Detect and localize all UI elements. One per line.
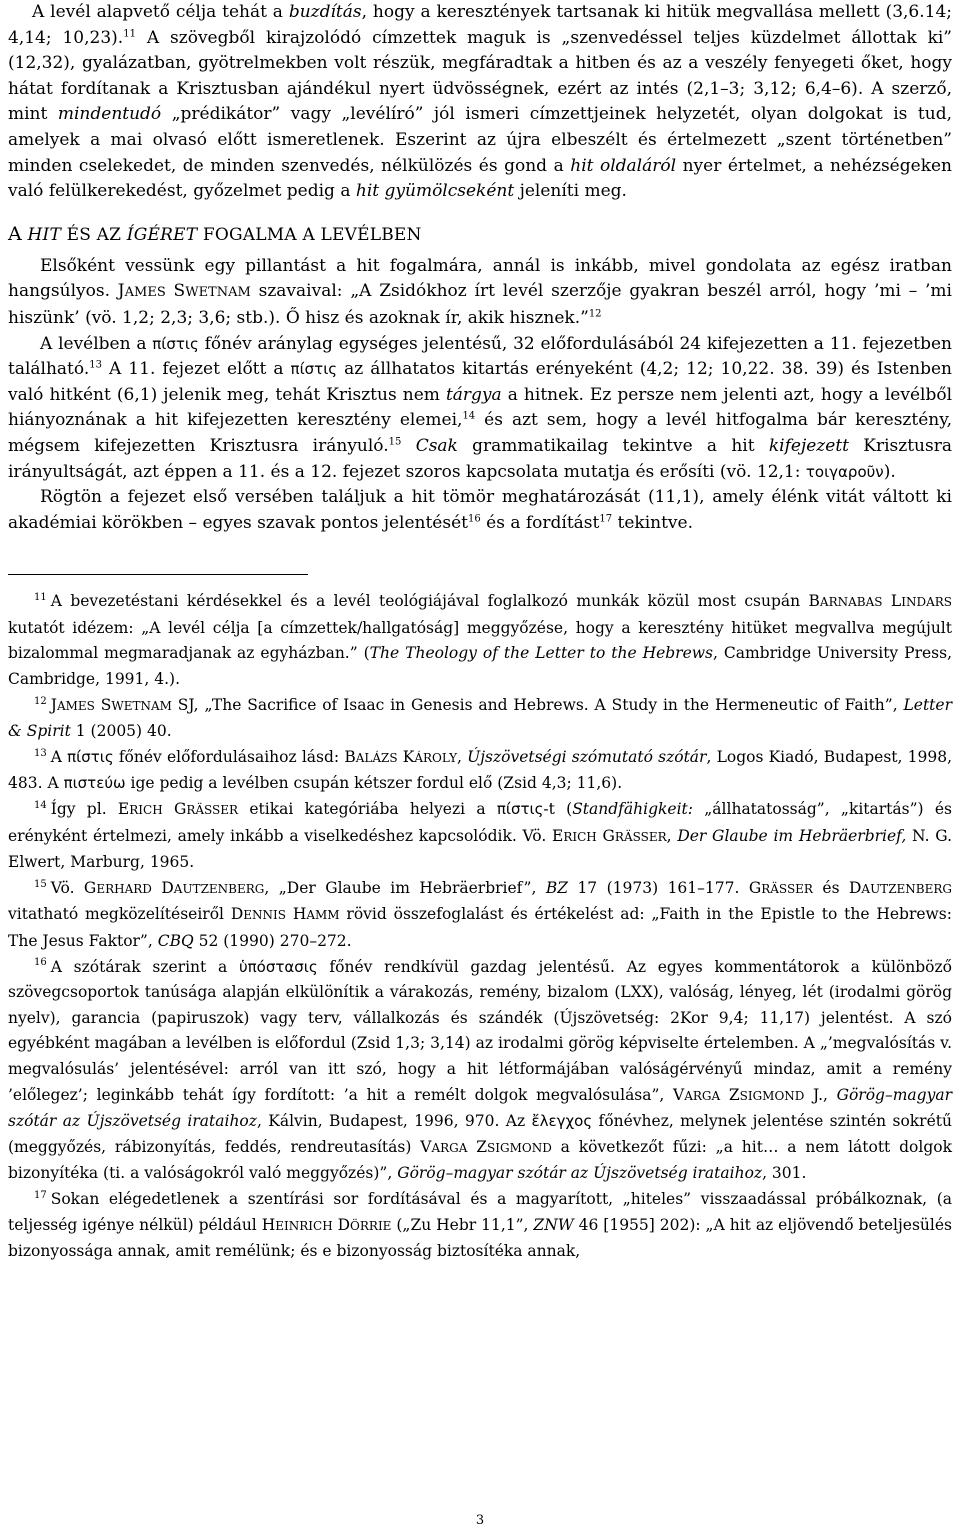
- footnote-ref-15: 15: [388, 436, 402, 448]
- paragraph-faith-concept: Elsőként vessünk egy pillantást a hit fogalmára, annál is inkább, mivel gondolata az egész iratban hangsúlyos. JAMES SWETNAM szavaival: „A Zsidókhoz írt levél szerzője gyakran beszél arról, hogy ’mi – ’mi hiszünk’ (vö. 1,2; 2,3; 3,6; stb.). Ő hisz és azoknak ír, akik hisznek.”$^{12}$: [8, 255, 952, 328]
- footnote-15: $^{15}$ Vö. GERHARD DAUTZENBERG, „Der Glaube im Hebräerbrief”, BZ 17 (1973) 161–177. GRÄSSER és DAUTZENBERG vitatható megközelítéseiről DENNIS HAMM rövid összefoglalást és értékelést ad: „Faith in the Epistle to the Hebrews: The Jesus Faktor”, CBQ 52 (1990) 270–272.: [8, 878, 952, 950]
- footnote-14: $^{14}$ Így pl. ERICH GRÄSSER etikai kategóriába helyezi a πίστις-t (Standfähigkeit: „állhatatosság”, „kitartás”) és erényként értelmezi, amely inkább a viselkedéshez kapcsolódik. Vö. ERICH GRÄSSER, Der Glaube im Hebräerbrief, N. G. Elwert, Marburg, 1965.: [8, 799, 952, 872]
- footnote-ref-16: 16: [468, 513, 481, 525]
- footnote-17: $^{17}$ Sokan elégedetlenek a szentírási sor fordításával és a magyarított, „hiteles” visszaadással próbálkoznak, (a teljesség igénye nélkül) például HEINRICH DÖRRIE („Zu Hebr 11,1”, ZNW 46 [1955] 202): „A hit az eljövendő beteljesülés bizonyossága annak, amit remélünk; és e bizonyosság biztosítéka annak,: [8, 1189, 952, 1261]
- author-name: JAMES SWETNAM: [117, 281, 251, 302]
- paragraph-definition: Rögtön a fejezet első versében találjuk a hit tömör meghatározását (11,1), amely élénk vitát váltott ki akadémiai körökben – egyes szavak pontos jelentését$^{16}$ és a fordítást$^{17}$ tekintve.: [8, 487, 952, 533]
- paragraph-pistis: A levélben a πίστις főnév aránylag egységes jelentésű, 32 előfordulásából 24 kifejezetten a 11. fejezetben található.$^{13}$ A 11. fejezet előtt a πίστις az állhatatos kitartás erényeként (4,2; 12; 10,22. 38. 39) és Istenben való hitként (6,1) jelenik meg, tehát Krisztus nem tárgya a hitnek. Ez persze nem jelenti azt, hogy a levélből hiányoznának a hit kifejezetten keresztény elemei,$^{14}$ és azt sem, hogy a levél hitfogalma bár keresztény, mégsem kifejezetten Krisztusra irányuló.$^{15}$ Csak grammatikailag tekintve a hit kifejezett Krisztusra irányultságát, azt éppen a 11. és a 12. fejezet szoros kapcsolata mutatja és erősíti (vö. 12,1: τοιγαροῦν).: [8, 333, 953, 482]
- footnote-ref-17: 17: [599, 513, 613, 525]
- page-number: 3: [475, 1513, 485, 1528]
- footnote-16: $^{16}$ A szótárak szerint a ὑπόστασις főnév rendkívül gazdag jelentésű. Az egyes kommentátorok a különböző szövegcsoportok tanúsága alapján elkülönítik a várakozás, remény, bizalom (LXX), valóság, lényeg, lét (irodalmi görög nyelv), garancia (papiruszok) vagy terv, vállalkozás és szándék (Újszövetség: 2Kor 9,4; 11,17) jelentést. A szó egyébként magában a levélben is előfordul (Zsid 1,3; 3,14) az irodalmi görög képviselte értelemben. A „’megvalósítás v. megvalósulás’ jelentésével: arról van itt szó, hogy a hit létformájában valóságérvényű mindaz, amit a remény ’előlegez’; leginkább tehát így fordított: ’a hit a remélt dolgok megvalósulása”, VARGA ZSIGMOND J., Görög–magyar szótár az Újszövetség irataihoz, Kálvin, Budapest, 1996, 970. Az ἔλεγχος főnévhez, melynek jelentése szintén sokrétű (meggyőzés, rábizonyítás, feddés, rendreutasítás) VARGA ZSIGMOND a következőt fűzi: „a hit… a nem látott dolgok bizonyítéka (ti. a valóságokról való meggyőzés)”, Görög–magyar szótár az Újszövetség irataihoz, 301.: [8, 957, 953, 1183]
- footnote-ref-13: 13: [89, 359, 102, 371]
- section-heading: A HIT ÉS AZ ÍGÉRET FOGALMA A LEVÉLBEN: [8, 222, 422, 245]
- footnote-separator: [8, 574, 308, 575]
- footnote-ref-12: 12: [588, 308, 602, 320]
- footnote-13: $^{13}$ A πίστις főnév előfordulásaihoz lásd: BALÁZS KÁROLY, Újszövetségi szómutató szótár, Logos Kiadó, Budapest, 1998, 483. A πιστεύω ige pedig a levélben csupán kétszer fordul elő (Zsid 4,3; 11,6).: [8, 747, 953, 793]
- footnote-11: $^{11}$ A bevezetéstani kérdésekkel és a levél teológiájával foglalkozó munkák közül most csupán BARNABAS LINDARS kutatót idézem: „A levél célja [a címzettek/hallgatóság] meggyőzése, hogy a keresztény hitüket megvallva megújult bizalommal megmaradjanak az egyházban.” (The Theology of the Letter to the Hebrews, Cambridge University Press, Cambridge, 1991, 4.).: [8, 592, 952, 689]
- footnote-ref-14: 14: [462, 410, 476, 422]
- paragraph-intro: A levél alapvető célja tehát a buzdítás, hogy a keresztények tartsanak ki hitük megvallása mellett (3,6.14; 4,14; 10,23).$^{11}$ A szövegből kirajzolódó címzettek maguk is „szenvedéssel teljes küzdelmet állottak ki” (12,32), gyalázatban, gyötrelmekben volt részük, megfáradtak a hitben és az a veszély fenyegeti őket, hogy hátat fordítanak a Krisztusban ajándékul nyert üdvösségnek, ezért az intés (2,1–3; 3,12; 6,4–6). A szerző, mint mindentudó „prédikátor” vagy „levélíró” jól ismeri címzettjeinek helyzetét, olyan dolgokat is tud, amelyek a mai olvasó előtt ismeretlenek. Eszerint az újra elbeszélt és értelmezett „szent történetben” minden cselekedet, de minden szenvedés, nélkülözés és gond a hit oldaláról nyer értelmet, a nehézségeken való felülkerekedést, győzelmet pedig a hit gyümölcseként jeleníti meg.: [8, 2, 953, 202]
- footnotes: [8, 589, 952, 1264]
- footnote-ref-11: 11: [123, 27, 136, 39]
- footnote-12: $^{12}$ JAMES SWETNAM SJ, „The Sacrifice of Isaac in Genesis and Hebrews. A Study in the Hermeneutic of Faith”, Letter & Spirit 1 (2005) 40.: [8, 695, 952, 741]
